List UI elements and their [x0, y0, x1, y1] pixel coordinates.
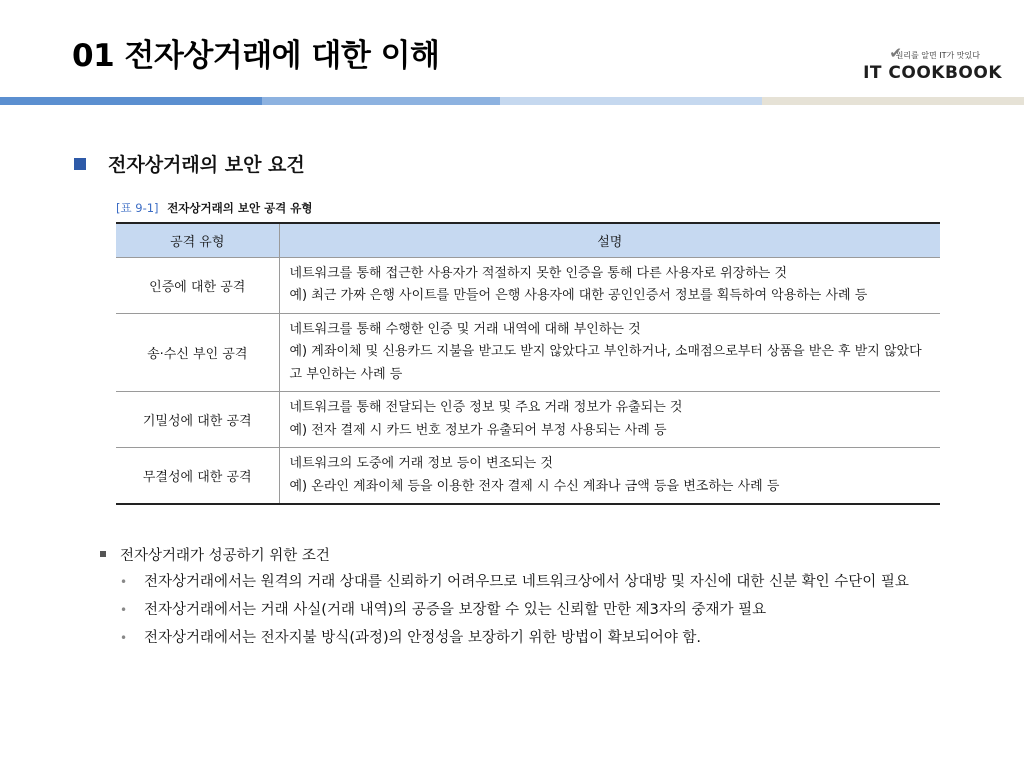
section-heading	[74, 150, 305, 177]
description-example: 예) 전자 결제 시 카드 번호 정보가 유출되어 부정 사용되는 사례 등	[289, 422, 667, 438]
logo-tagline: 원리를 알면 IT가 맛있다	[895, 51, 980, 60]
dot-bullet-icon: •	[120, 575, 128, 589]
list-item-text: 전자상거래가 성공하기 위한 조건	[120, 547, 330, 564]
dot-bullet-icon: •	[120, 631, 128, 645]
list-item-text: 전자상거래에서는 거래 사실(거래 내역)의 공증을 보장할 수 있는 신뢰할 만한 제3자의 중재가 필요	[144, 602, 767, 618]
it-cookbook-logo	[852, 46, 1002, 90]
description-cell	[279, 392, 940, 448]
description-line: 네트워크를 통해 수행한 인증 및 거래 내역에 대해 부인하는 것	[289, 321, 641, 337]
square-bullet-icon	[74, 158, 86, 170]
logo-text: IT COOKBOOK	[863, 63, 1002, 83]
attack-type-cell: 송·수신 부인 공격	[116, 313, 279, 392]
table-row	[116, 448, 940, 505]
list-item	[120, 568, 980, 596]
table-caption-title: 전자상거래의 보안 공격 유형	[167, 201, 313, 215]
column-header-type: 공격 유형	[116, 223, 279, 257]
section-heading-text: 전자상거래의 보안 요건	[108, 154, 305, 176]
security-attack-table	[116, 222, 940, 505]
attack-type-cell: 무결성에 대한 공격	[116, 448, 279, 505]
square-bullet-icon	[100, 551, 106, 557]
dot-bullet-icon: •	[120, 603, 128, 617]
divider-segment	[762, 97, 1024, 105]
divider-segment	[500, 97, 762, 105]
description-example: 예) 온라인 계좌이체 등을 이용한 전자 결제 시 수신 계좌나 금액 등을 변조하는 사례 등	[289, 478, 780, 494]
description-example: 예) 최근 가짜 은행 사이트를 만들어 은행 사용자에 대한 공인인증서 정보를 획득하여 악용하는 사례 등	[289, 288, 868, 303]
description-cell	[279, 257, 940, 313]
description-line: 네트워크를 통해 접근한 사용자가 적절하지 못한 인증을 통해 다른 사용자로 위장하는 것	[289, 265, 788, 281]
success-conditions-list	[100, 540, 980, 652]
list-item	[120, 624, 980, 652]
description-cell	[279, 448, 940, 505]
description-line: 네트워크를 통해 전달되는 인증 정보 및 주요 거래 정보가 유출되는 것	[289, 400, 683, 415]
attack-type-cell: 인증에 대한 공격	[116, 257, 279, 313]
table-row	[116, 257, 940, 313]
list-item-main	[100, 540, 980, 568]
description-cell	[279, 313, 940, 392]
table-caption	[116, 200, 313, 216]
list-item	[120, 596, 980, 624]
table-header-row	[116, 223, 940, 257]
description-line: 네트워크의 도중에 거래 정보 등이 변조되는 것	[289, 456, 553, 471]
column-header-description: 설명	[279, 223, 940, 257]
divider-segment	[0, 97, 262, 105]
table-row	[116, 313, 940, 392]
table-caption-number: [표 9-1]	[116, 201, 159, 215]
divider-segment	[262, 97, 500, 105]
table-row	[116, 392, 940, 448]
list-item-text: 전자상거래에서는 원격의 거래 상대를 신뢰하기 어려우므로 네트워크상에서 상대방 및 자신에 대한 신분 확인 수단이 필요	[144, 574, 909, 590]
checkmark-icon: ✔	[889, 44, 902, 62]
title-divider-bar	[0, 97, 1024, 105]
attack-type-cell: 기밀성에 대한 공격	[116, 392, 279, 448]
description-example: 예) 계좌이체 및 신용카드 지불을 받고도 받지 않았다고 부인하거나, 소매점으로부터 상품을 받은 후 받지 않았다고 부인하는 사례 등	[289, 344, 922, 382]
slide-title: 01 전자상거래에 대한 이해	[72, 38, 440, 74]
list-item-text: 전자상거래에서는 전자지불 방식(과정)의 안정성을 보장하기 위한 방법이 확보되어야 함.	[144, 630, 702, 646]
